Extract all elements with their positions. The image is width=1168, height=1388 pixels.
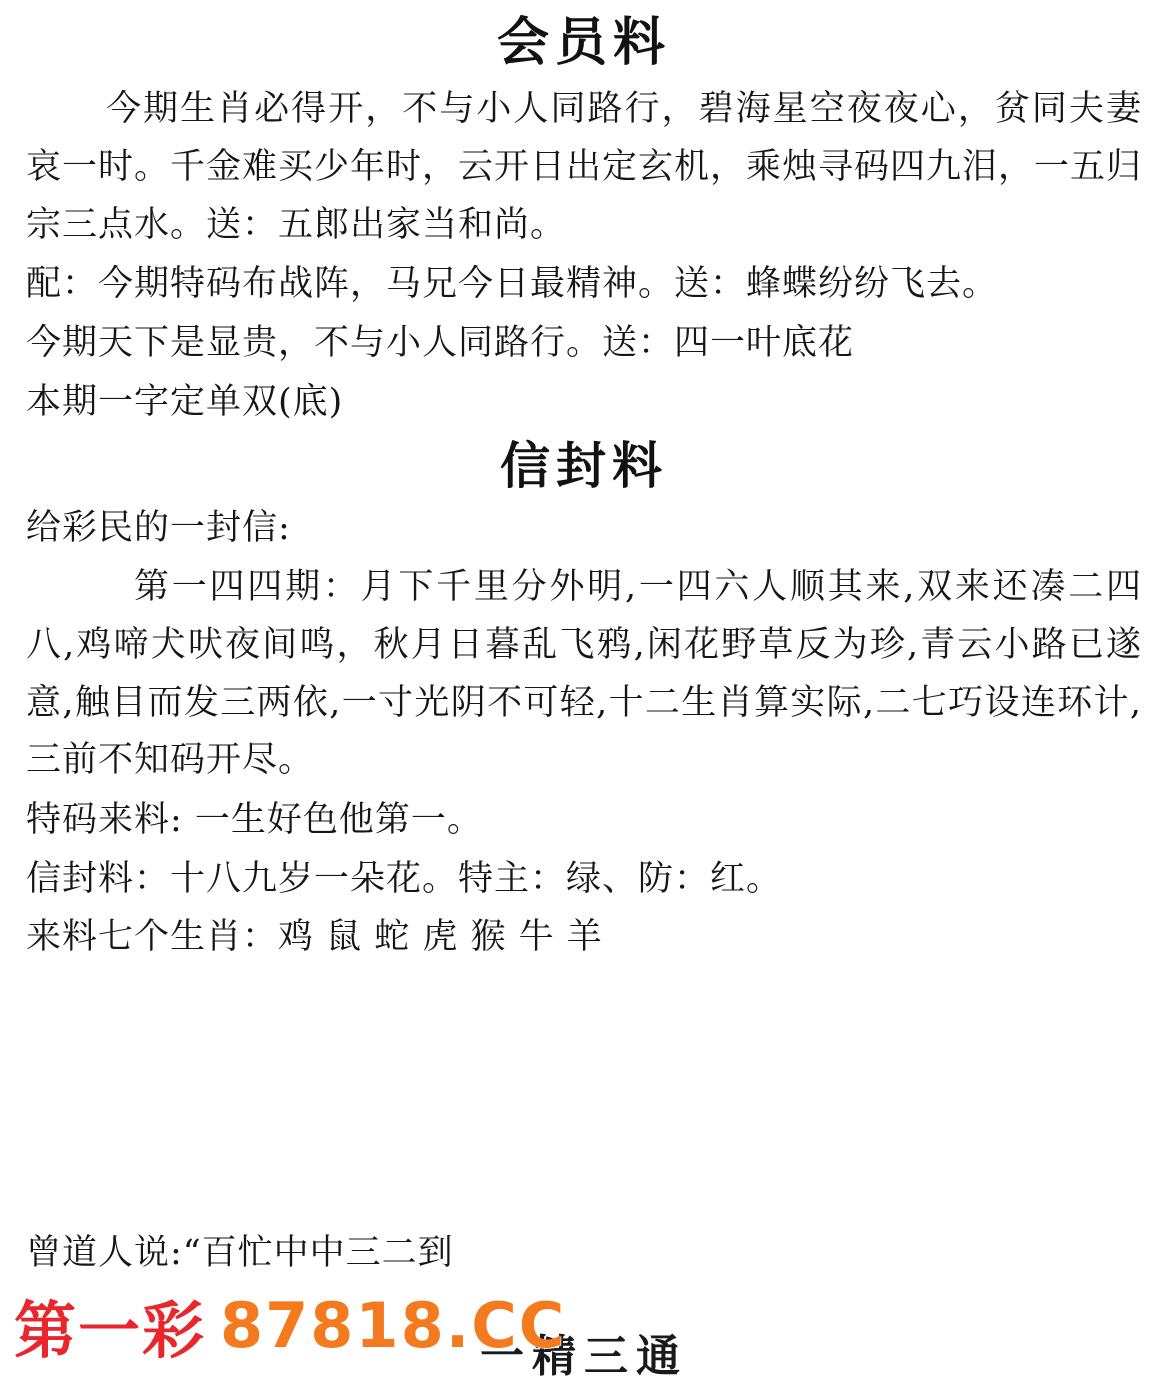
section-members-paragraph: 今期生肖必得开，不与小人同路行，碧海星空夜夜心，贫同夫妻哀一时。千金难买少年时，云开日出定玄机，乘烛寻码四九泪，一五归宗三点水。送：五郎出家当和尚。 — [26, 89, 1143, 245]
line-xianggui: 今期天下是显贵，不与小人同路行。送：四一叶底花 — [26, 322, 855, 363]
envelope-lead: 给彩民的一封信: — [26, 508, 291, 549]
line-xinfengliao: 信封料：十八九岁一朵花。特主：绿、防：红。 — [26, 858, 783, 899]
line-danshuang: 本期一字定单双(底) — [26, 381, 344, 422]
line-pei: 配：今期特码布战阵，马兄今日最精神。送：蜂蝶纷纷飞去。 — [26, 264, 999, 305]
watermark-site: 87818.CC — [220, 1289, 567, 1362]
section-title-envelope: 信封料 — [500, 436, 668, 496]
watermark — [14, 1281, 566, 1370]
section-title-members: 会员料 — [496, 12, 671, 73]
line-zengdaoren: 曾道人说:“百忙中中三二到 — [26, 1233, 454, 1273]
line-seven-zodiac: 来料七个生肖：鸡 鼠 蛇 虎 猴 牛 羊 — [26, 917, 603, 958]
line-tema-lailiao: 特码来料: 一生好色他第一。 — [26, 800, 483, 840]
line-bottom-slogan: 一精三通 — [480, 1331, 688, 1382]
watermark-brand: 第一彩 — [14, 1294, 207, 1367]
envelope-paragraph: 第一四四期：月下千里分外明,一四六人顺其来,双来还凑二四八,鸡啼犬吠夜间鸣，秋月日暮乱飞鸦,闲花野草反为珍,青云小路已遂意,触目而发三两依,一寸光阴不可轻,十二生肖算实际,二七巧设连环计,三前不知码开尽。 — [26, 567, 1142, 781]
